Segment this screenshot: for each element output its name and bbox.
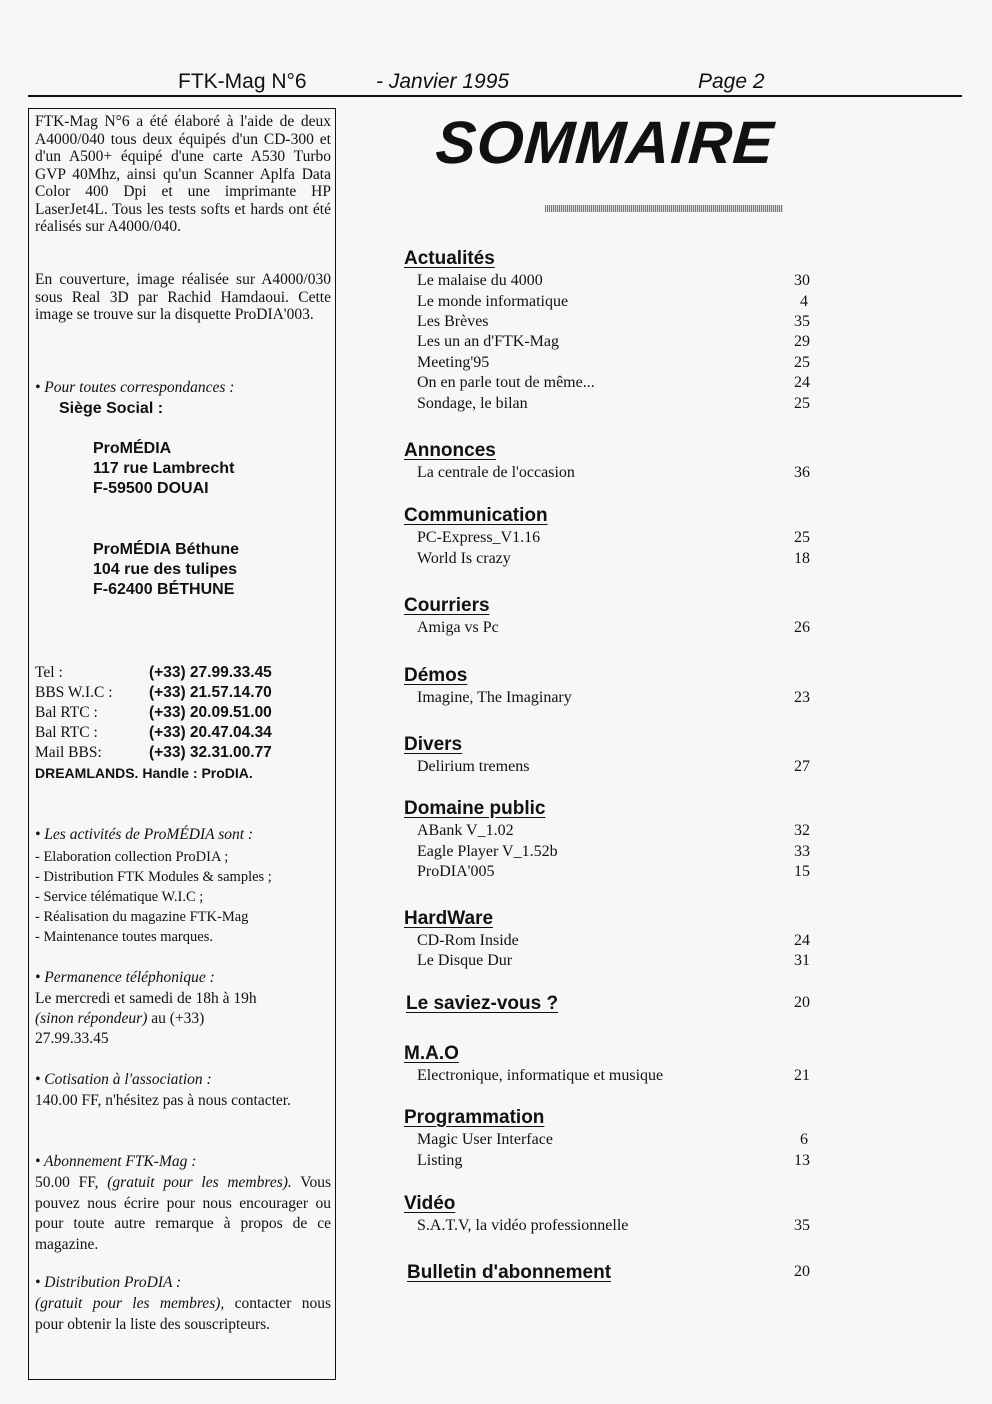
production-note: FTK-Mag N°6 a été élaboré à l'aide de deux A4000/040 tous deux équipés d'un CD-300 et d'un A500+ équipé d'une carte A530 Turbo GVP 40Mhz, ainsi qu'un Scanner Aplfa Data Color 400 Dpi et une imprimante HP LaserJet4L. Tous les tests softs et hards ont été réalisés sur A4000/040. (35, 113, 331, 235)
toc-page: 15 (794, 863, 810, 880)
correspondence-heading: • Pour toutes correspondances : (35, 379, 235, 396)
permanence-heading: • Permanence téléphonique : (35, 969, 215, 986)
toc-page: 4 (800, 293, 808, 310)
permanence-tail: au (+33) (147, 1010, 205, 1027)
toc-entry: ABank V_1.02 (417, 822, 514, 839)
title-ornament (545, 205, 783, 212)
toc-page: 26 (794, 619, 810, 636)
toc-entry: Delirium tremens (417, 758, 530, 775)
contact-row (35, 744, 331, 764)
page-title: SOMMAIRE (433, 109, 777, 176)
section-heading: Divers (404, 734, 463, 755)
info-sidebar (28, 108, 336, 1380)
toc-page: 35 (794, 313, 810, 330)
toc-entry: PC-Express_V1.16 (417, 529, 541, 546)
toc-entry: S.A.T.V, la vidéo professionnelle (417, 1217, 629, 1234)
contact-row (35, 664, 331, 684)
contact-label: Bal RTC : (35, 704, 98, 721)
section-heading: Communication (404, 505, 548, 526)
address-line: 104 rue des tulipes (93, 561, 238, 578)
toc-page: 30 (794, 272, 810, 289)
toc-entry: Le Disque Dur (417, 952, 513, 969)
section-heading: Vidéo (404, 1193, 456, 1214)
subscription-heading: • Abonnement FTK-Mag : (35, 1153, 197, 1170)
contact-label: Bal RTC : (35, 724, 98, 741)
toc-page: 24 (794, 374, 810, 391)
contact-number: (+33) 21.57.14.70 (149, 684, 272, 701)
toc-entry: ProDIA'005 (417, 863, 495, 880)
toc-page: 31 (794, 952, 810, 969)
address-line: ProMÉDIA (93, 440, 172, 457)
address-line: F-59500 DOUAI (93, 480, 209, 497)
permanence-note: (sinon répondeur) (35, 1010, 148, 1027)
toc-page: 20 (794, 994, 810, 1011)
toc-entry: Listing (417, 1152, 463, 1169)
toc-page: 18 (794, 550, 810, 567)
toc-page: 23 (794, 689, 810, 706)
toc-page: 25 (794, 529, 810, 546)
toc-page: 21 (794, 1067, 810, 1084)
permanence-line (35, 1009, 331, 1029)
contact-row (35, 724, 331, 744)
permanence-body (35, 989, 331, 1049)
section-heading: Programmation (404, 1107, 545, 1128)
toc-entry: Le monde informatique (417, 293, 569, 310)
contact-number: (+33) 20.09.51.00 (149, 704, 272, 721)
subscription-body (35, 1173, 331, 1255)
bbs-handle: DREAMLANDS. Handle : ProDIA. (35, 765, 253, 781)
toc-entry: Meeting'95 (417, 354, 490, 371)
toc-entry: Les un an d'FTK-Mag (417, 333, 559, 350)
section-heading: Domaine public (404, 798, 546, 819)
contact-label: BBS W.I.C : (35, 684, 113, 701)
toc-entry: World Is crazy (417, 550, 511, 567)
subscription-price: 50.00 FF, (35, 1174, 108, 1191)
address-line: F-62400 BÉTHUNE (93, 581, 235, 598)
section-heading: Le saviez-vous ? (406, 993, 559, 1014)
magazine-name: FTK-Mag N°6 (178, 70, 307, 93)
toc-entry: Magic User Interface (417, 1131, 553, 1148)
contact-label: Mail BBS: (35, 744, 102, 761)
contact-number: (+33) 20.47.04.34 (149, 724, 272, 741)
contact-number: (+33) 27.99.33.45 (149, 664, 272, 681)
page-header (178, 70, 798, 96)
toc-entry: Sondage, le bilan (417, 395, 528, 412)
contact-number: (+33) 32.31.00.77 (149, 744, 272, 761)
section-heading: Actualités (404, 248, 495, 269)
toc-entry: On en parle tout de même... (417, 374, 595, 391)
subscription-text: Vous pouvez nous écrire pour nous encourager ou pour toute autre remarque à propos de ce magazine. (35, 1174, 331, 1253)
cotisation-body: 140.00 FF, n'hésitez pas à nous contacter. (35, 1092, 291, 1109)
activities-heading: • Les activités de ProMÉDIA sont : (35, 826, 254, 843)
distribution-heading: • Distribution ProDIA : (35, 1274, 182, 1291)
toc-page: 13 (794, 1152, 810, 1169)
distribution-body (35, 1294, 331, 1335)
header-rule (28, 95, 962, 97)
address-line: ProMÉDIA Béthune (93, 541, 240, 558)
toc-page: 35 (794, 1217, 810, 1234)
toc-page: 33 (794, 843, 810, 860)
section-heading: HardWare (404, 908, 494, 929)
section-heading: Annonces (404, 440, 496, 461)
page-number: Page 2 (698, 70, 765, 93)
list-item: - Elaboration collection ProDIA ; (35, 849, 229, 865)
address-douai (93, 439, 323, 499)
toc-page: 20 (794, 1263, 810, 1280)
toc-entry: Electronique, informatique et musique (417, 1067, 664, 1084)
permanence-line: Le mercredi et samedi de 18h à 19h (35, 990, 257, 1007)
address-line: 117 rue Lambrecht (93, 460, 235, 477)
toc-page: 36 (794, 464, 810, 481)
activities-list (35, 847, 331, 947)
toc-page: 25 (794, 354, 810, 371)
issue-date: - Janvier 1995 (376, 70, 510, 93)
toc-page: 24 (794, 932, 810, 949)
section-heading: Démos (404, 665, 468, 686)
toc-page: 29 (794, 333, 810, 350)
toc-entry: La centrale de l'occasion (417, 464, 575, 481)
contact-row (35, 684, 331, 704)
toc-page: 27 (794, 758, 810, 775)
address-bethune (93, 540, 323, 600)
contact-row (35, 704, 331, 724)
toc-page: 25 (794, 395, 810, 412)
toc-entry: Les Brèves (417, 313, 489, 330)
toc-entry: Imagine, The Imaginary (417, 689, 572, 706)
distribution-note: (gratuit pour les membres), (35, 1295, 225, 1312)
cotisation-heading: • Cotisation à l'association : (35, 1071, 212, 1088)
subscription-note: (gratuit pour les membres). (107, 1174, 292, 1191)
distribution-text: contacter nous pour obtenir la liste des souscripteurs. (35, 1295, 331, 1333)
list-item: - Maintenance toutes marques. (35, 929, 213, 945)
toc-page: 6 (800, 1131, 808, 1148)
list-item: - Distribution FTK Modules & samples ; (35, 869, 272, 885)
section-heading: Courriers (404, 595, 490, 616)
toc-entry: CD-Rom Inside (417, 932, 519, 949)
siege-label: Siège Social : (59, 400, 164, 417)
list-item: - Réalisation du magazine FTK-Mag (35, 909, 249, 925)
toc-entry: Le malaise du 4000 (417, 272, 543, 289)
contact-label: Tel : (35, 664, 63, 681)
toc-page: 32 (794, 822, 810, 839)
cover-note: En couverture, image réalisée sur A4000/030 sous Real 3D par Rachid Hamdaoui. Cette image se trouve sur la disquette ProDIA'003. (35, 271, 331, 323)
toc-entry: Amiga vs Pc (417, 619, 499, 636)
toc-entry: Eagle Player V_1.52b (417, 843, 558, 860)
section-heading: Bulletin d'abonnement (407, 1262, 612, 1283)
permanence-number: 27.99.33.45 (35, 1030, 109, 1047)
section-heading: M.A.O (404, 1043, 459, 1064)
list-item: - Service télématique W.I.C ; (35, 889, 204, 905)
